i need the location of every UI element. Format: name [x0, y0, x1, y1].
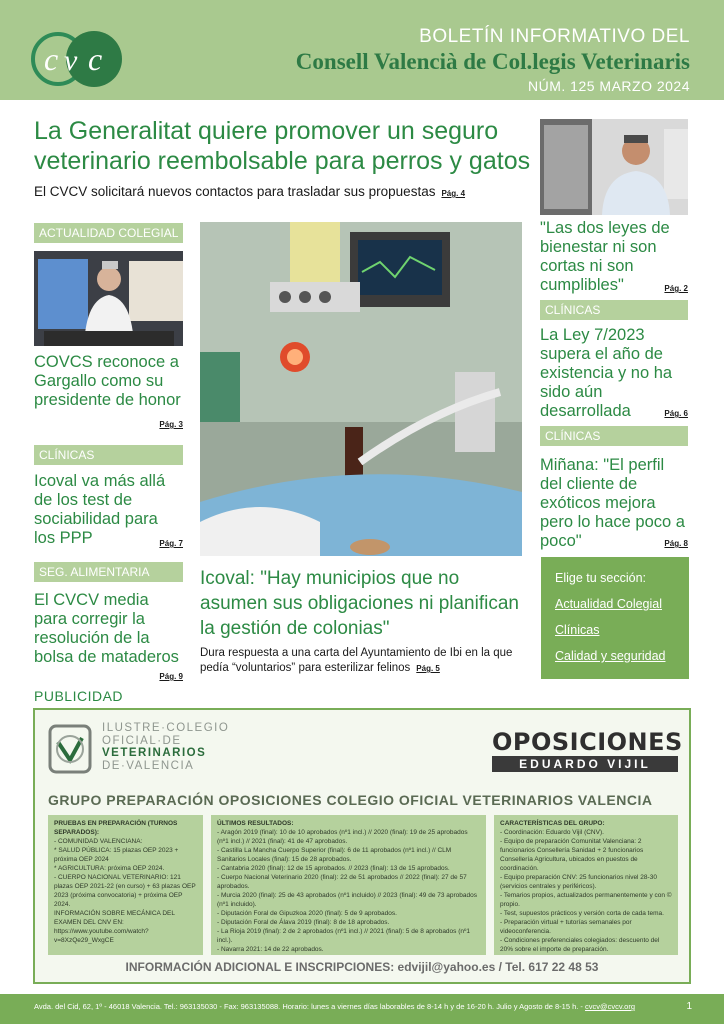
- icoval-test-headline[interactable]: Icoval va más allá de los test de sociabilidad para los PPP: [34, 472, 166, 547]
- icoval-subtitle-text: Dura respuesta a una carta del Ayuntamiento de Ibi en la que pedía “voluntarios” para esterilizar felinos: [200, 647, 513, 674]
- section-link-calidad[interactable]: Calidad y seguridad: [555, 649, 666, 663]
- tag-actualidad-colegial: ACTUALIDAD COLEGIAL: [34, 223, 183, 243]
- ad-col1-line: * AGRICULTURA: próxima OEP 2024.: [54, 865, 165, 872]
- icoval-page-ref[interactable]: Pág. 5: [416, 664, 440, 673]
- ad-column-resultados: [211, 815, 486, 955]
- ad-col2-line: - Cuerpo Nacional Veterinario 2020 (final): 22 de 51 aprobados // 2022 (final): 27 de 57 aprobados.: [217, 874, 467, 890]
- icoval-subtitle: [200, 646, 526, 676]
- article-covcs[interactable]: [34, 353, 183, 429]
- minana-page-ref[interactable]: Pág. 8: [664, 539, 688, 548]
- colegio-line-1: ILUSTRE·COLEGIO: [102, 722, 230, 734]
- svg-text:v: v: [64, 44, 78, 77]
- main-headline[interactable]: La Generalitat quiere promover un seguro veterinario reembolsable para perros y gatos: [34, 117, 531, 175]
- covcs-page-ref[interactable]: Pág. 3: [159, 420, 183, 429]
- leyes-headline[interactable]: "Las dos leyes de bienestar ni son cortas ni son cumplibles": [540, 219, 670, 294]
- article-minana[interactable]: [540, 456, 688, 548]
- tag-clinicas: CLÍNICAS: [540, 426, 688, 446]
- leyes-page-ref[interactable]: Pág. 2: [664, 284, 688, 293]
- colegio-line-4: DE·VALENCIA: [102, 759, 195, 772]
- tag-clinicas: CLÍNICAS: [540, 300, 688, 320]
- section-link-actualidad[interactable]: Actualidad Colegial: [555, 597, 663, 611]
- tag-clinicas: CLÍNICAS: [34, 445, 183, 465]
- ad-col3-line: - Equipo preparación CNV: 25 funcionarios nivel 28-30 (servicios centrales y periféricos).: [500, 874, 657, 890]
- photo-covcs: [34, 251, 183, 346]
- covcs-headline[interactable]: COVCS reconoce a Gargallo como su presidente de honor: [34, 353, 181, 409]
- minana-headline[interactable]: Miñana: "El perfil del cliente de exóticos mejora pero lo hace poco a poco": [540, 456, 685, 550]
- photo-interviewee: [540, 119, 688, 215]
- photo-veterinary-surgery: [200, 222, 522, 556]
- ad-col1-line: - COMUNIDAD VALENCIANA:: [54, 838, 143, 845]
- svg-text:c: c: [88, 41, 103, 77]
- ad-col1-link[interactable]: https://www.youtube.com/watch?v=8XzQe29_WxgCE: [54, 928, 149, 944]
- ad-column-pruebas: [48, 815, 203, 955]
- main-subtitle: [34, 184, 534, 199]
- section-link-clinicas[interactable]: Clínicas: [555, 623, 600, 637]
- page-number: 1: [686, 1001, 692, 1012]
- ley-page-ref[interactable]: Pág. 6: [664, 409, 688, 418]
- mataderos-headline[interactable]: El CVCV media para corregir la resolución de la bolsa de mataderos: [34, 591, 179, 666]
- article-dos-leyes[interactable]: [540, 219, 688, 293]
- article-ley-7-2023[interactable]: [540, 326, 688, 418]
- colegio-logo: [48, 724, 92, 774]
- footer-address: [34, 1002, 635, 1011]
- main-subtitle-text: El CVCV solicitará nuevos contactos para trasladar sus propuestas: [34, 184, 436, 199]
- ad-col3-line: - Equipo de preparación Comunitat Valenciana: 2 funcionarios Consellería Sanidad + 2 funcionarios Consellería Agricultura, ubicados en puestos de coordinación.: [500, 838, 644, 872]
- mataderos-page-ref[interactable]: Pág. 9: [159, 672, 183, 681]
- oposiciones-title: OPOSICIONES: [492, 728, 683, 756]
- ad-col1-line: INFORMACIÓN SOBRE MECÁNICA DEL EXAMEN DEL CNV EN:: [54, 910, 175, 926]
- article-mataderos[interactable]: [34, 591, 183, 681]
- icoval-headline[interactable]: Icoval: "Hay municipios que no asumen sus obligaciones ni planifican la gestión de colonias": [200, 568, 519, 639]
- ad-col2-line: - La Rioja 2019 (final): 2 de 2 aprobados (nº1 incl.) // 2021 (final): 5 de 8 aprobados (nº1 incl.).: [217, 928, 470, 944]
- ad-col2-line: - Navarra 2021: 14 de 22 aprobados.: [217, 946, 324, 953]
- publicidad-label: PUBLICIDAD: [34, 688, 124, 704]
- ad-col3-heading: CARACTERÍSTICAS DEL GRUPO:: [500, 820, 605, 827]
- issue-number: NÚM. 125 MARZO 2024: [528, 78, 690, 94]
- cvcv-logo: [30, 28, 130, 90]
- colegio-line-2: OFICIAL·DE: [102, 734, 182, 747]
- ad-contact-info[interactable]: INFORMACIÓN ADICIONAL E INSCRIPCIONES: edvijil@yahoo.es / Tel. 617 22 48 53: [125, 960, 599, 974]
- colegio-line-3: VETERINARIOS: [102, 747, 207, 759]
- ad-col3-line: - Temarios propios, actualizados permanentemente y con © propio.: [500, 892, 672, 908]
- tag-seg-alimentaria: SEG. ALIMENTARIA: [34, 562, 183, 582]
- oposiciones-logo: [492, 728, 683, 772]
- ad-title: GRUPO PREPARACIÓN OPOSICIONES COLEGIO OFICIAL VETERINARIOS VALENCIA: [48, 792, 653, 808]
- section-selector: [541, 557, 689, 679]
- ad-col3-line: - Coordinación: Eduardo Vijil (CNV).: [500, 829, 604, 836]
- boletin-label: BOLETÍN INFORMATIVO DEL: [419, 26, 690, 47]
- colegio-name: [102, 722, 229, 772]
- icoval-test-page-ref[interactable]: Pág. 7: [159, 539, 183, 548]
- article-icoval-test[interactable]: [34, 472, 183, 548]
- ad-col3-line: - Preparación virtual + tutorías semanales por videoconferencia.: [500, 919, 632, 935]
- section-selector-label: Elige tu sección:: [555, 571, 647, 585]
- oposiciones-subtitle: EDUARDO VIJIL: [492, 756, 678, 772]
- ad-col2-line: - Murcia 2020 (final): 25 de 43 aprobados (nº1 incluido) // 2023 (final): 49 de 73 aprobados (nº1 incluido).: [217, 892, 478, 908]
- organization-name: Consell Valencià de Col.legis Veterinaris: [295, 49, 690, 74]
- ad-col2-line: - Castilla La Mancha Cuerpo Superior (final): 6 de 11 aprobados (nº1 incl.) // CLM Sanitarios Locales (final): 15 de 28 aprobados.: [217, 847, 452, 863]
- ad-col2-line: - Aragón 2019 (final): 10 de 10 aprobados (nº1 incl.) // 2020 (final): 19 de 25 aprobados (nº1 incl.) // 2021 (final): 41 de 47 aprobados.: [217, 829, 468, 845]
- ad-col2-line: - Diputación Foral de Gipuzkoa 2020 (final): 5 de 9 aprobados.: [217, 910, 397, 917]
- ad-col2-line: - Diputación Foral de Álava 2019 (final): 8 de 18 aprobados.: [217, 919, 390, 926]
- ad-col1-line: * SALUD PÚBLICA: 15 plazas OEP 2023 + próxima OEP 2024: [54, 847, 179, 863]
- footer-address-text: Avda. del Cid, 62, 1º - 46018 Valencia. Tel.: 963135030 - Fax: 963135088. Horario: lunes a viernes días laborables de 8-14 h y de 16-20 h. Julio y Agosto de 8-15 h. -: [34, 1002, 583, 1011]
- ad-col3-line: - Condiciones preferenciales colegiados: descuento del 20% sobre el importe de preparación.: [500, 937, 660, 953]
- ad-col1-heading: PRUEBAS EN PREPARACIÓN (TURNOS SEPARADOS):: [54, 820, 178, 836]
- svg-text:c: c: [44, 41, 59, 77]
- ad-col1-line: - CUERPO NACIONAL VETERINARIO: 121 plazas OEP 2021-22 (en curso) + 63 plazas OEP 2023 (próxima convocatoria) + próxima OEP 2024.: [54, 874, 196, 908]
- ad-col3-line: - Test, supuestos prácticos y versión corta de cada tema.: [500, 910, 664, 917]
- ad-col2-line: - Cantabria 2020 (final): 12 de 15 aprobados. // 2023 (final): 13 de 15 aprobados.: [217, 865, 450, 872]
- ley-headline[interactable]: La Ley 7/2023 supera el año de existencia y no ha sido aún desarrollada: [540, 326, 673, 420]
- ad-col2-heading: ÚLTIMOS RESULTADOS:: [217, 820, 294, 827]
- main-page-ref[interactable]: Pág. 4: [441, 189, 466, 198]
- footer-email-link[interactable]: cvcv@cvcv.org: [585, 1002, 636, 1011]
- ad-column-caracteristicas: [494, 815, 678, 955]
